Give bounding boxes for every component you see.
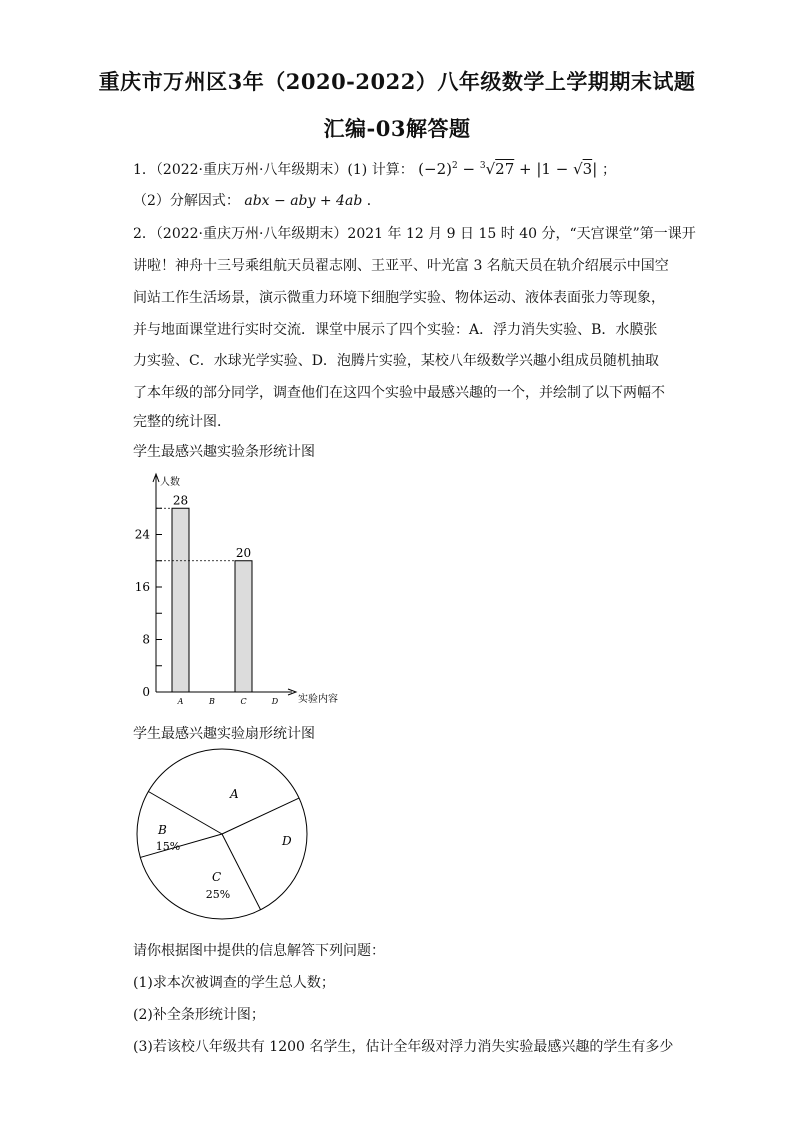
pie-slice-label: C	[212, 870, 222, 884]
x-tick-label: D	[271, 697, 279, 706]
q2-line: 力实验、C．水球光学实验、D．泡腾片实验，某校八年级数学兴趣小组成员随机抽取	[133, 353, 659, 369]
pie-slice-label: B	[158, 823, 167, 837]
question-1-part-2	[133, 191, 381, 211]
y-tick-label: 8	[142, 632, 150, 647]
question-1-prefix: 1．（2022·重庆万州·八年级期末）(1) 计算：	[133, 162, 414, 178]
x-tick-label: B	[209, 697, 215, 706]
pie-chart-caption: 学生最感兴趣实验扇形统计图	[133, 726, 315, 742]
y-tick-label: 16	[134, 580, 150, 594]
question-item: (1)求本次被调查的学生总人数；	[133, 975, 335, 991]
q2-line: 完整的统计图．	[133, 414, 231, 430]
bar-chart	[130, 470, 370, 710]
part2-end: ．	[366, 193, 381, 209]
x-tick-label: C	[240, 697, 247, 706]
pie-chart	[130, 748, 320, 928]
pie-slice-label: D	[282, 834, 292, 848]
bar-value-label: 28	[172, 493, 189, 508]
q2-line: 讲啦！神舟十三号乘组航天员翟志刚、王亚平、叶光富 3 名航天员在轨介绍展示中国空	[133, 258, 669, 274]
q2-line: 间站工作生活场景，演示微重力环境下细胞学实验、物体运动、液体表面张力等现象，	[133, 290, 665, 306]
q2-line: 了本年级的部分同学，调查他们在这四个实验中最感兴趣的一个，并绘制了以下两幅不	[133, 385, 665, 401]
document-title-line2: 汇编-03解答题	[323, 116, 471, 141]
math-expression: $(-2)^2 - ^3√27 + |1 - √3|$	[418, 160, 598, 178]
questions-intro: 请你根据图中提供的信息解答下列问题：	[133, 943, 385, 959]
pie-slice-boundary	[222, 798, 299, 834]
question-item: (3)若该校八年级共有 1200 名学生，估计全年级对浮力消失实验最感兴趣的学生有多少	[133, 1039, 674, 1055]
q2-line: 2．（2022·重庆万州·八年级期末）2021 年 12 月 9 日 15 时 40 分，“天宫课堂”第一课开	[133, 226, 696, 242]
q2-line: 并与地面课堂进行实时交流．课堂中展示了四个实验：A．浮力消失实验、B．水膜张	[133, 322, 658, 338]
pie-slice-percent: 25%	[205, 888, 231, 901]
bar-chart-caption: 学生最感兴趣实验条形统计图	[133, 444, 315, 460]
factor-expression: abx − aby + 4ab	[244, 193, 363, 209]
y-tick-label: 0	[142, 685, 150, 699]
pie-slice-label: A	[230, 787, 239, 801]
semicolon: ；	[602, 162, 617, 178]
bar	[235, 561, 252, 692]
x-axis-label: 实验内容	[298, 694, 338, 705]
x-tick-label: A	[177, 697, 184, 706]
pie-slice-boundary	[140, 834, 222, 857]
y-tick-label: 24	[134, 527, 150, 542]
bar-value-label: 20	[235, 545, 252, 560]
part2-label: （2）分解因式：	[133, 193, 240, 209]
y-axis-label: 人数	[160, 477, 180, 488]
pie-slice-percent: 15%	[155, 840, 181, 853]
bar	[172, 508, 189, 692]
document-title-line1: 重庆市万州区3年（2020-2022）八年级数学上学期期末试题	[98, 69, 696, 94]
question-1	[133, 156, 616, 180]
question-item: (2)补全条形统计图；	[133, 1007, 265, 1023]
